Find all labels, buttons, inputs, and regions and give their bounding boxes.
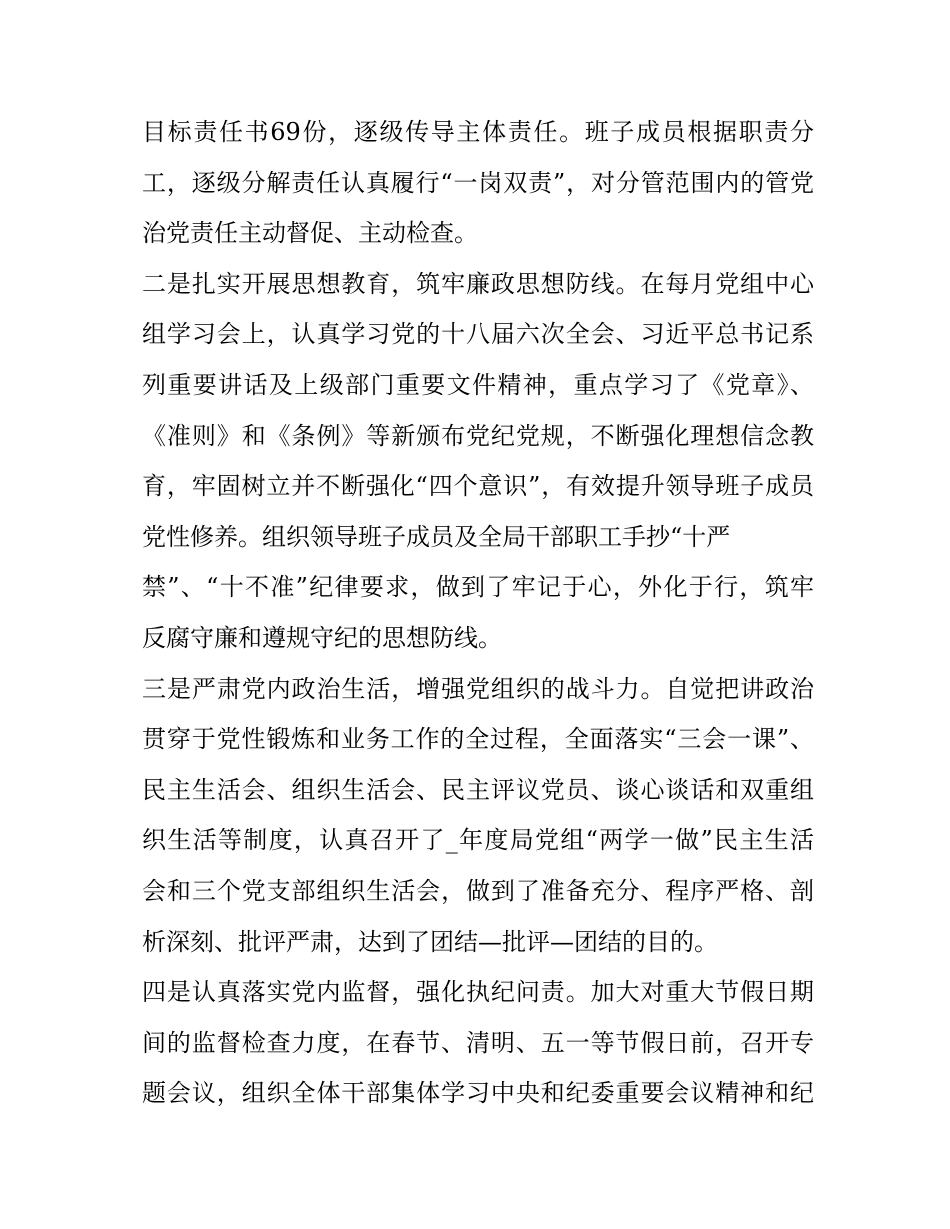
text-line: 二是扎实开展思想教育，筑牢廉政思想防线。在每月党组中心	[142, 269, 814, 298]
text-line: 贯穿于党性锻炼和业务工作的全过程，全面落实“三会一课”、	[142, 725, 814, 754]
text-line: 育，牢固树立并不断强化“四个意识”，有效提升领导班子成员	[142, 472, 814, 501]
text-line: 目标责任书69份，逐级传导主体责任。班子成员根据职责分	[142, 118, 814, 146]
text-line: 列重要讲话及上级部门重要文件精神，重点学习了《党章》、	[142, 370, 814, 399]
text-line: 题会议，组织全体干部集体学习中央和纪委重要会议精神和纪	[142, 1079, 814, 1108]
text-line: 民主生活会、组织生活会、民主评议党员、谈心谈话和双重组	[142, 775, 814, 804]
text-line: 工，逐级分解责任认真履行“一岗双责”，对分管范围内的管党	[142, 168, 814, 197]
text-line: 三是严肃党内政治生活，增强党组织的战斗力。自觉把讲政治	[142, 674, 814, 703]
text-line: 间的监督检查力度，在春节、清明、五一等节假日前，召开专	[142, 1028, 814, 1057]
text-line: 组学习会上，认真学习党的十八届六次全会、习近平总书记系	[142, 320, 814, 349]
text-line: 禁”、“十不准”纪律要求，做到了牢记于心，外化于行，筑牢	[142, 573, 814, 602]
text-line: 织生活等制度，认真召开了_年度局党组“两学一做”民主生活	[142, 826, 814, 855]
text-line: 党性修养。组织领导班子成员及全局干部职工手抄“十严	[142, 522, 731, 551]
document-body	[142, 107, 814, 1119]
text-line: 《准则》和《条例》等新颁布党纪党规，不断强化理想信念教	[142, 421, 814, 450]
text-line: 治党责任主动督促、主动检查。	[142, 219, 478, 248]
text-line: 会和三个党支部组织生活会，做到了准备充分、程序严格、剖	[142, 876, 814, 905]
text-line: 四是认真落实党内监督，强化执纪问责。加大对重大节假日期	[142, 978, 814, 1007]
text-line: 反腐守廉和遵规守纪的思想防线。	[142, 623, 502, 652]
text-line: 析深刻、批评严肃，达到了团结—批评—团结的目的。	[142, 927, 718, 956]
